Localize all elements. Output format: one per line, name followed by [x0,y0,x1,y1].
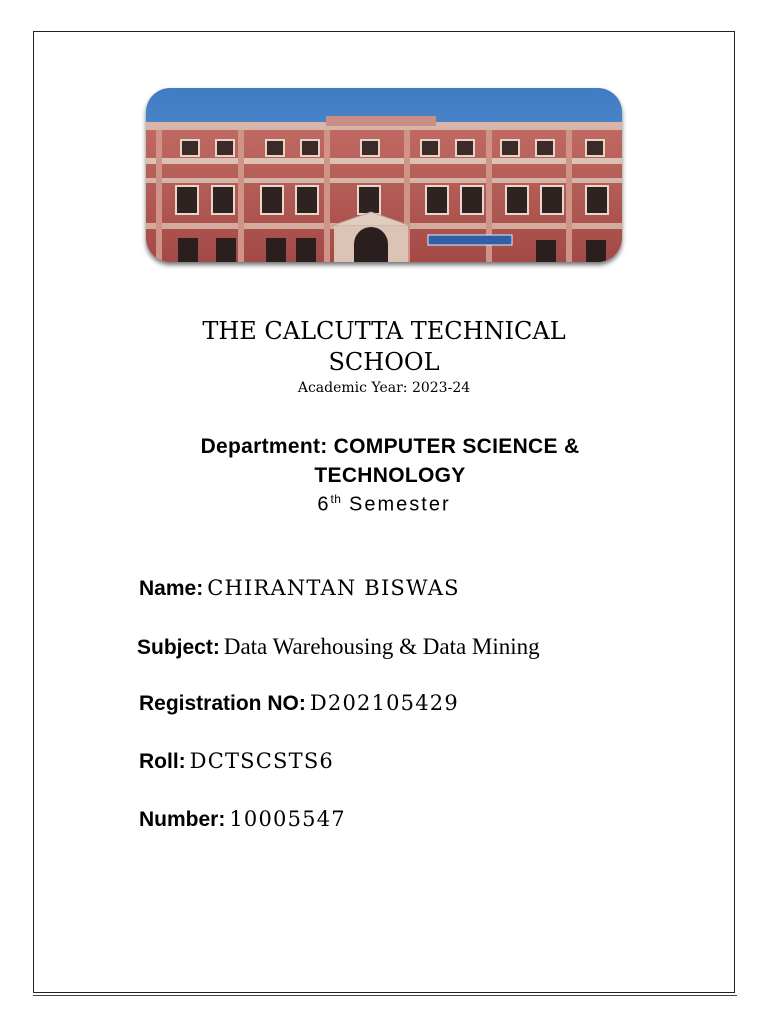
school-title-line1: THE CALCUTTA TECHNICAL [202,317,566,345]
name-value: CHIRANTAN BISWAS [207,576,460,600]
roll-label: Roll: [139,750,186,773]
school-building-photo [146,88,622,262]
subject-label: Subject: [137,636,220,659]
semester-number: 6 [317,493,331,516]
number-value: 10005547 [229,807,346,831]
school-title-line2: SCHOOL [328,348,440,376]
department-line1: Department: COMPUTER SCIENCE & [200,435,580,458]
registration-field [139,691,459,716]
department-heading [140,432,640,490]
roll-value: DCTSCSTS6 [189,749,334,773]
number-label: Number: [139,808,226,831]
department-line2: TECHNOLOGY [314,464,466,487]
academic-year: Academic Year: 2023-24 [297,380,471,396]
subject-field [137,634,540,660]
semester-suffix: th [330,492,342,506]
semester-word: Semester [349,493,451,516]
semester-label [0,492,768,517]
subject-value: Data Warehousing & Data Mining [223,634,540,659]
page-bottom-rule [33,995,737,996]
registration-label: Registration NO: [139,692,306,715]
registration-value: D202105429 [309,691,459,715]
name-field [139,576,460,601]
name-label: Name: [139,577,204,600]
roll-field [139,749,334,774]
school-title [0,316,768,378]
number-field [139,807,346,832]
